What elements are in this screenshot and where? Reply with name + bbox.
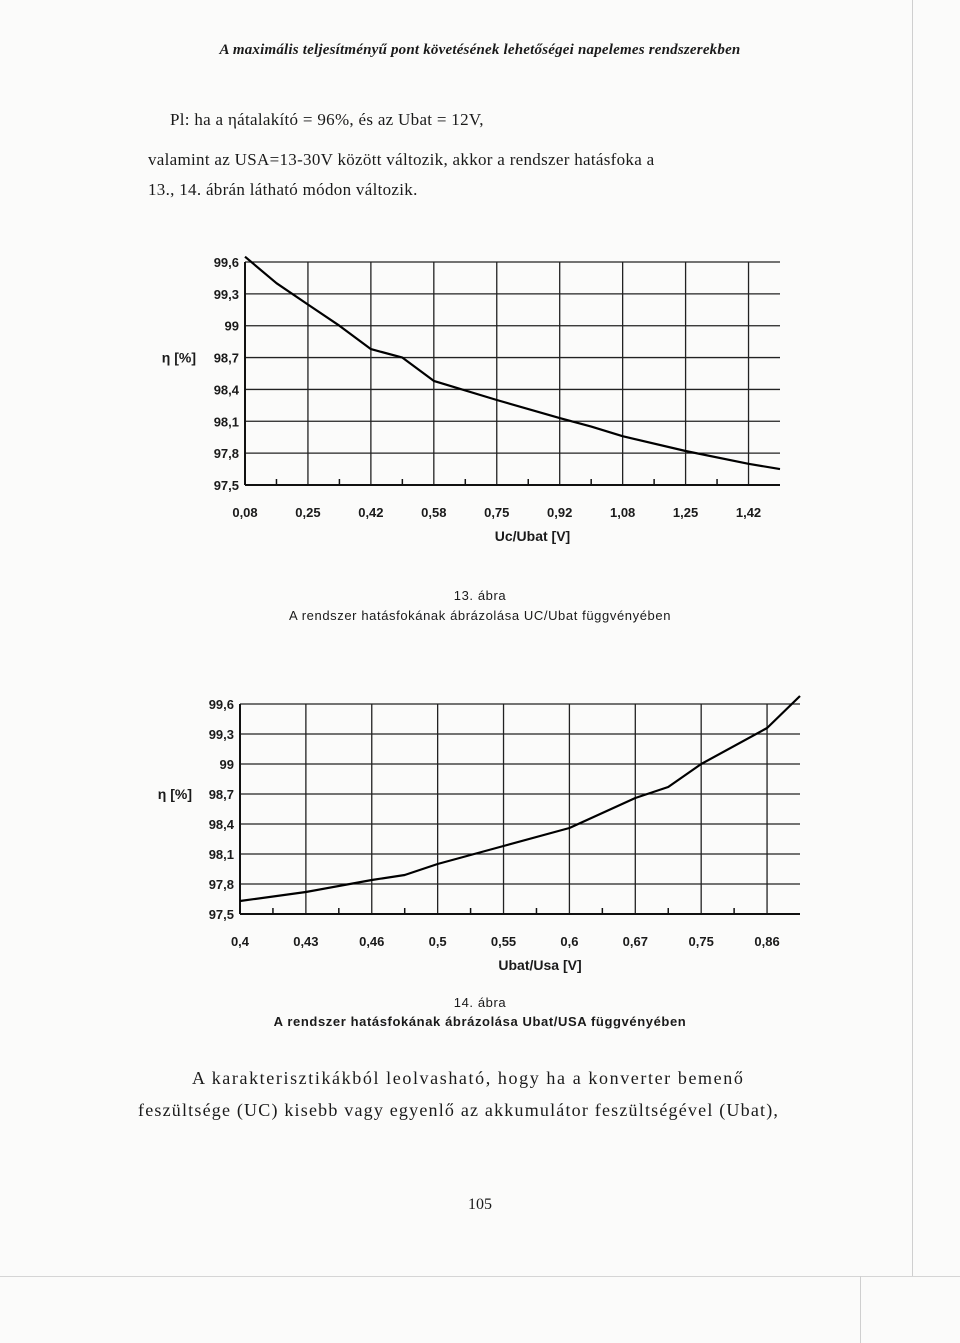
y-tick-label: 98,7: [208, 787, 234, 802]
x-tick-label: 0,43: [293, 934, 319, 949]
x-tick-label: 0,58: [421, 505, 447, 520]
y-tick-label: 99: [219, 757, 234, 772]
x-tick-label: 1,25: [672, 505, 699, 520]
y-tick-label: 97,5: [208, 907, 234, 922]
y-tick-label: 97,5: [213, 478, 239, 493]
x-tick-label: 0,25: [295, 505, 321, 520]
y-tick-label: 99,6: [213, 255, 239, 270]
x-tick-label: 0,4: [230, 934, 250, 949]
y-tick-label: 97,8: [213, 446, 239, 462]
figure-14-caption: A rendszer hatásfokának ábrázolása Ubat/USA függvényében: [273, 1014, 687, 1029]
x-axis-label: Uc/Ubat [V]: [494, 528, 571, 544]
x-axis-label: Ubat/Usa [V]: [498, 957, 582, 973]
example-line-2: valamint az USA=13-30V között változik, akkor a rendszer hatásfoka a: [148, 150, 655, 169]
efficiency-curve: [240, 696, 800, 901]
x-tick-label: 0,92: [547, 505, 573, 520]
x-tick-label: 0,75: [688, 934, 714, 949]
y-tick-label: 99: [224, 318, 239, 334]
y-axis-label: η [%]: [157, 786, 192, 802]
figure-13-number: 13. ábra: [453, 588, 507, 603]
y-tick-label: 98,7: [213, 350, 239, 366]
scan-edge-vertical: [912, 0, 913, 1276]
scan-edge-horizontal: [0, 1276, 960, 1277]
figure-13-caption: A rendszer hatásfokának ábrázolása UC/Ubat függvényében: [288, 608, 672, 623]
example-line-1: Pl: ha a ηátalakító = 96%, és az Ubat = 12V,: [170, 110, 484, 129]
x-tick-label: 0,86: [754, 934, 780, 949]
x-tick-label: 1,08: [609, 505, 636, 520]
x-tick-label: 1,42: [735, 505, 762, 520]
y-tick-label: 98,1: [208, 847, 234, 862]
conclusion-line-1: A karakterisztikákból leolvasható, hogy ha a konverter bemenő: [192, 1068, 745, 1088]
x-tick-label: 0,67: [622, 934, 648, 949]
example-line-3: 13., 14. ábrán látható módon változik.: [148, 180, 418, 199]
x-tick-label: 0,55: [490, 934, 517, 949]
figure-14-number: 14. ábra: [453, 995, 507, 1010]
figure-14-chart: [0, 682, 960, 992]
x-tick-label: 0,08: [232, 505, 258, 520]
figure-13-chart: [0, 240, 960, 580]
x-tick-label: 0,5: [428, 934, 447, 949]
running-header: A maximális teljesítményű pont követésének lehetőségei napelemes rendszerekben: [219, 42, 741, 58]
y-axis-label: η [%]: [161, 349, 196, 366]
y-tick-label: 98,4: [213, 382, 239, 398]
x-tick-label: 0,42: [358, 505, 384, 520]
y-tick-label: 99,3: [208, 727, 234, 742]
y-tick-label: 98,1: [213, 414, 239, 430]
efficiency-curve: [245, 257, 780, 469]
scan-edge-lower: [860, 1276, 861, 1343]
page-number: 105: [468, 1196, 492, 1213]
y-tick-label: 97,8: [208, 877, 234, 892]
x-tick-label: 0,6: [560, 934, 579, 949]
x-tick-label: 0,75: [484, 505, 510, 520]
y-tick-label: 99,3: [213, 286, 239, 302]
y-tick-label: 98,4: [208, 817, 234, 832]
x-tick-label: 0,46: [359, 934, 385, 949]
y-tick-label: 99,6: [208, 697, 234, 712]
conclusion-line-2: feszültsége (UC) kisebb vagy egyenlő az akkumulátor feszültségével (Ubat),: [138, 1100, 780, 1120]
